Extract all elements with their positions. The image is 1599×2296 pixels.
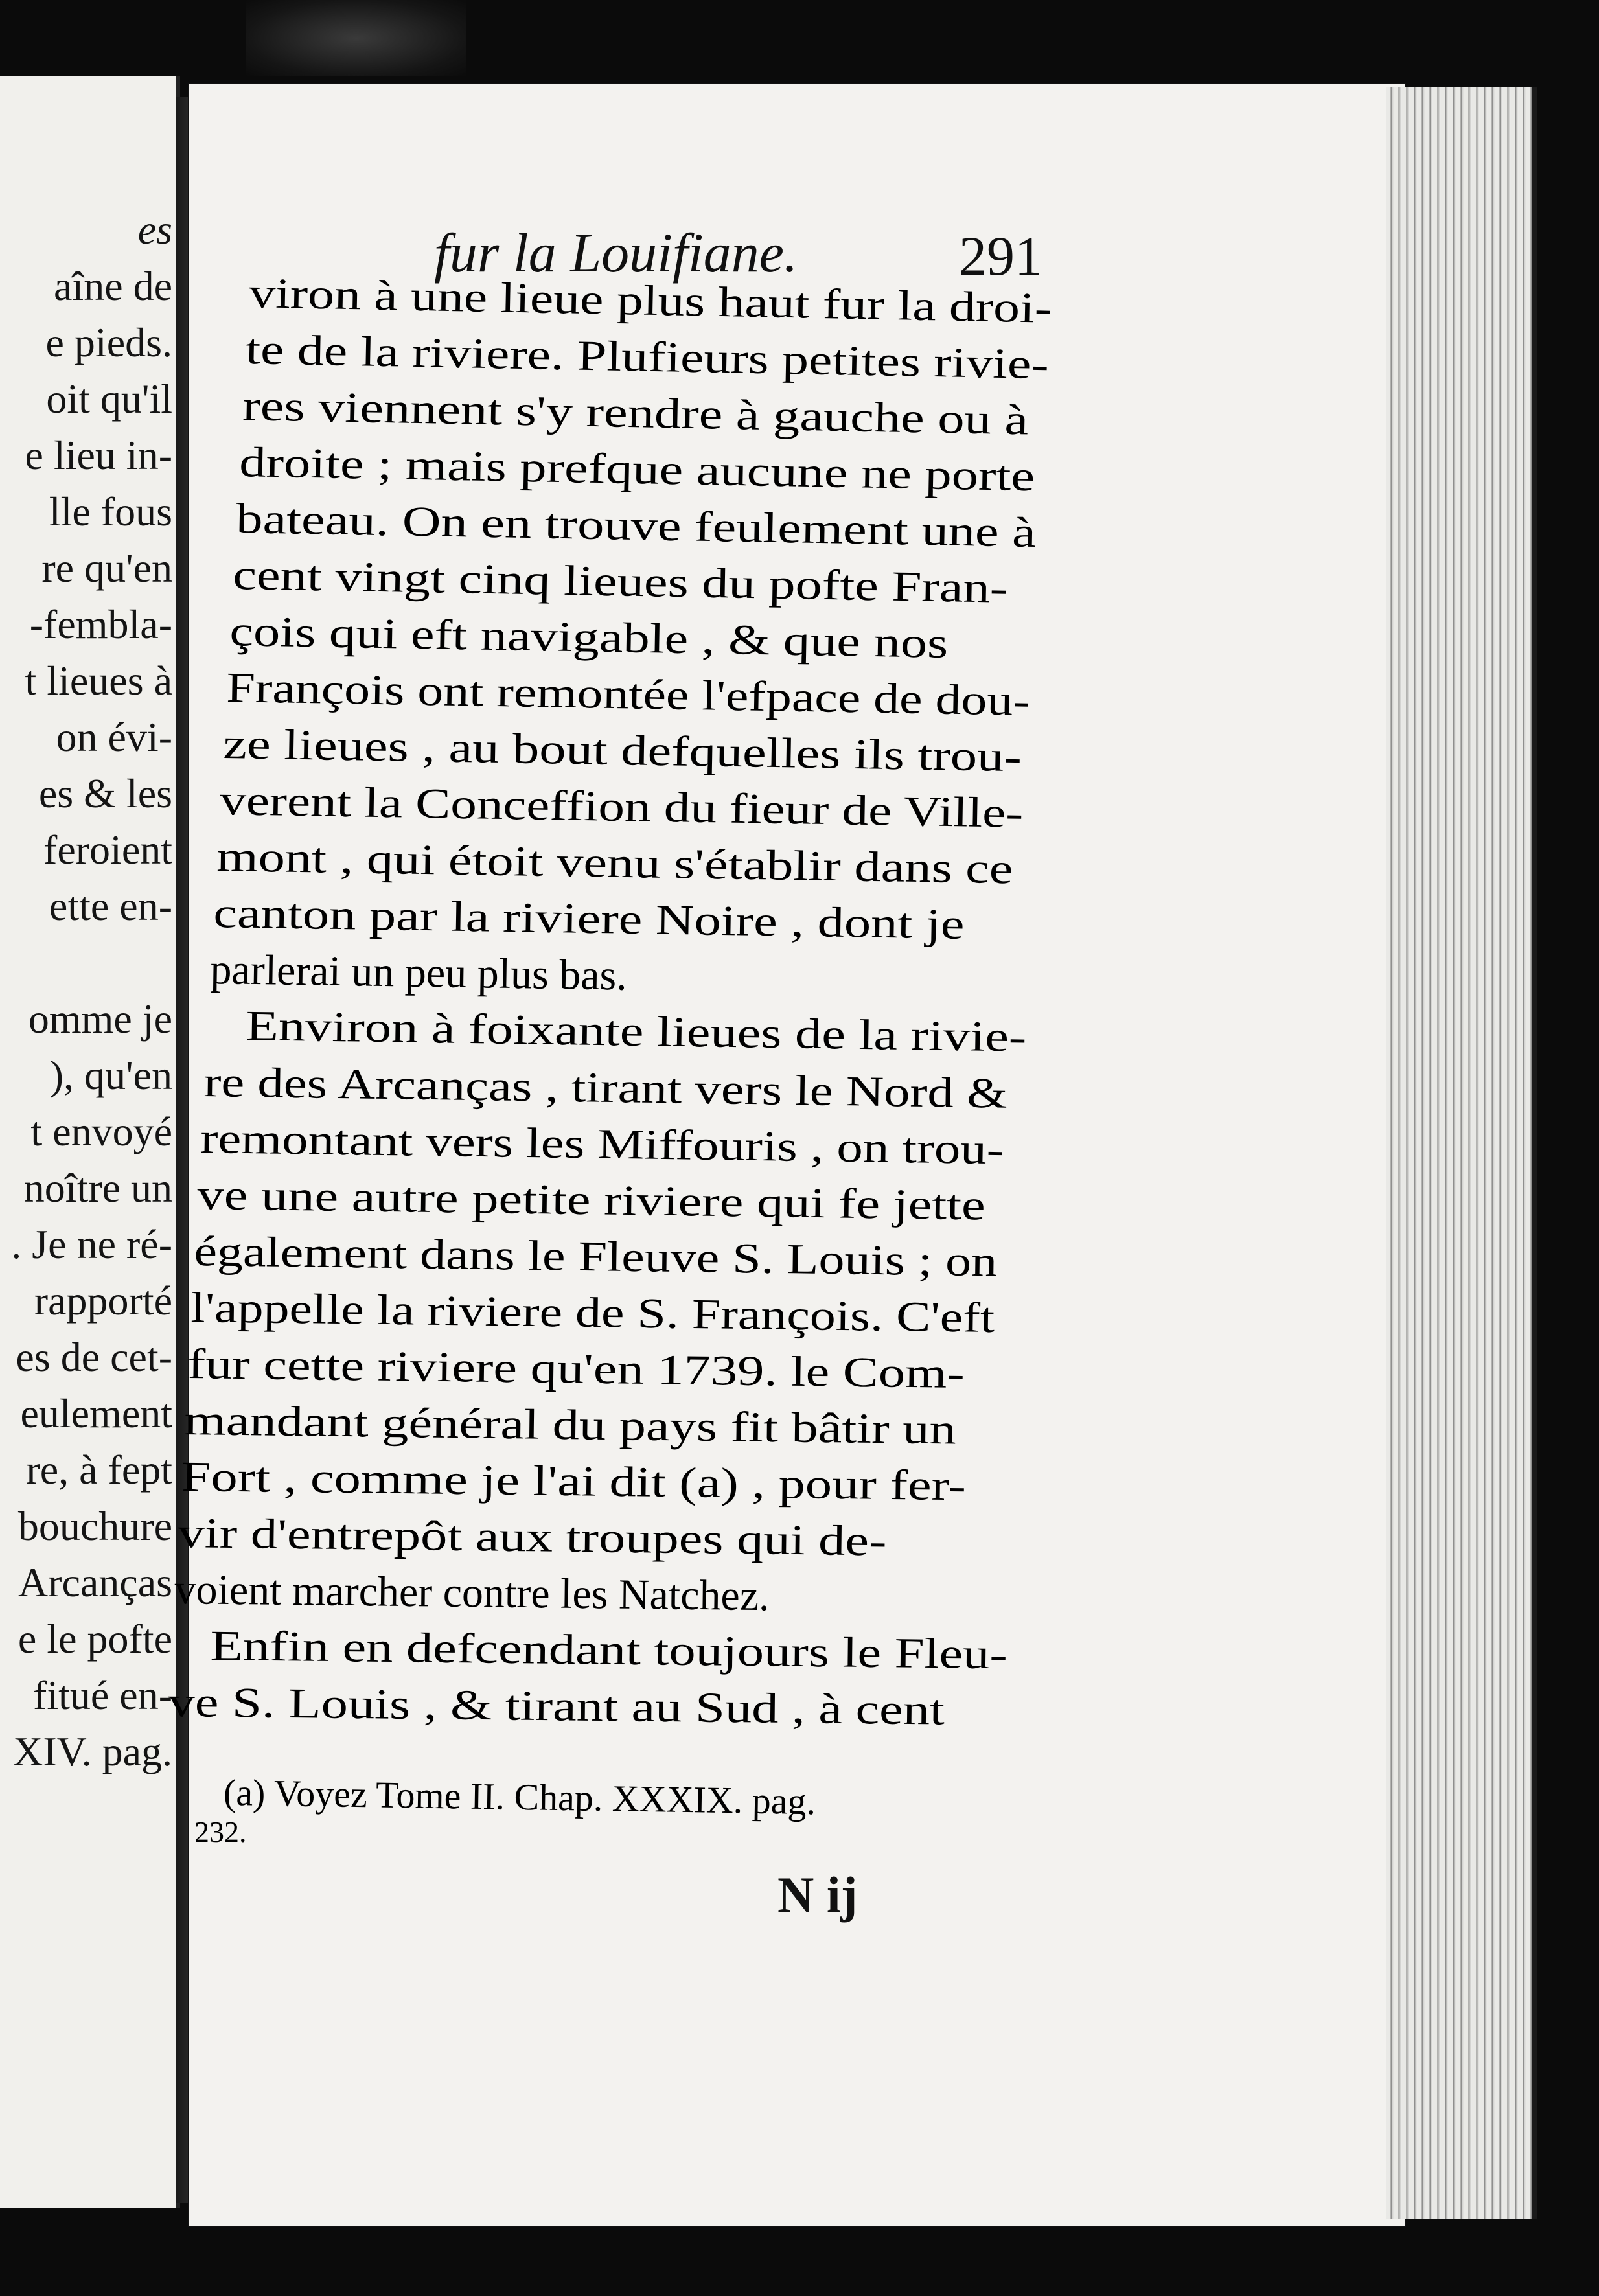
text-line: François ont remontée l'efpace de dou- <box>225 664 1031 725</box>
text-line: ve S. Louis , & tirant au Sud , à cent <box>168 1679 945 1734</box>
left-page-fragment: -fembla- <box>29 601 172 647</box>
text-line: l'appelle la riviere de S. François. C'eft <box>190 1284 995 1342</box>
left-page-fragment: rapporté <box>34 1278 172 1324</box>
left-page-fragment: feroient <box>43 827 172 873</box>
page-number: 291 <box>959 225 1042 287</box>
left-page-fragment: es <box>137 207 172 253</box>
left-page-fragment: XIV. pag. <box>13 1728 172 1774</box>
signature-mark: N ij <box>777 1866 858 1923</box>
left-page-fragment: lle fous <box>49 488 172 534</box>
text-line: bateau. On en trouve feulement une à <box>235 495 1037 557</box>
text-line: res viennent s'y rendre à gauche ou à <box>242 382 1029 444</box>
text-line: vir d'entrepôt aux troupes qui de- <box>178 1510 887 1565</box>
left-page-fragment: omme je <box>28 996 172 1042</box>
left-page-fragment: noître un <box>23 1165 172 1211</box>
text-line: cent vingt cinq lieues du pofte Fran- <box>232 551 1008 612</box>
running-head: fur la Louifiane. <box>434 222 798 284</box>
text-line: canton par la riviere Noire , dont je <box>213 890 965 948</box>
left-page-fragment: Arcanças <box>17 1559 172 1605</box>
page-edges <box>1386 87 1537 2219</box>
left-page-fragment: re, à fept <box>26 1447 172 1493</box>
left-page-fragment: eulement <box>20 1390 172 1436</box>
left-page-fragment: es de cet- <box>16 1334 172 1380</box>
left-page-fragment: aîne de <box>54 263 172 309</box>
text-line: re des Arcanças , tirant vers le Nord & <box>203 1059 1008 1118</box>
left-page-fragment: re qu'en <box>41 545 172 591</box>
left-page-fragment: . Je ne ré- <box>11 1221 172 1267</box>
text-line: remontant vers les Miffouris , on trou- <box>200 1115 1005 1174</box>
left-page <box>0 76 180 2208</box>
left-page-fragment: t envoyé <box>30 1108 172 1154</box>
text-line: viron à une lieue plus haut fur la droi- <box>248 270 1053 332</box>
text-line: droite ; mais prefque aucune ne porte <box>238 439 1035 501</box>
text-line: mandant général du pays fit bâtir un <box>184 1397 957 1454</box>
left-page-fragment: t lieues à <box>25 658 172 704</box>
left-page-fragment: e pieds. <box>45 319 172 365</box>
text-line: ve une autre petite riviere qui fe jette <box>197 1171 986 1230</box>
text-line: Fort , comme je l'ai dit (a) , pour fer- <box>181 1453 967 1510</box>
footnote-line-1: (a) Voyez Tome II. Chap. XXXIX. pag. <box>223 1771 816 1823</box>
left-page-fragment: es & les <box>38 770 172 816</box>
text-line: Environ à foixante lieues de la rivie- <box>245 1002 1027 1061</box>
text-line: également dans le Fleuve S. Louis ; on <box>194 1228 998 1286</box>
text-line: çois qui eft navigable , & que nos <box>229 608 949 667</box>
text-line: voient marcher contre les Natchez. <box>174 1566 770 1620</box>
text-line: fur cette riviere qu'en 1739. le Com- <box>187 1340 965 1398</box>
left-page-fragment: ette en- <box>49 883 172 929</box>
left-page-fragment: e lieu in- <box>25 432 172 478</box>
text-line: Enfin en defcendant toujours le Fleu- <box>210 1622 1008 1679</box>
left-page-fragment: on évi- <box>56 714 172 760</box>
left-page-fragment: bouchure <box>17 1503 172 1549</box>
thumb-shadow <box>246 0 466 76</box>
text-line: ze lieues , au bout defquelles ils trou- <box>222 720 1022 781</box>
left-page-fragment: fitué en- <box>33 1672 172 1718</box>
text-line: verent la Conceffion du fieur de Ville- <box>219 777 1024 837</box>
left-page-fragment: ), qu'en <box>49 1052 172 1098</box>
text-line: te de la riviere. Plufieurs petites rivie- <box>245 326 1050 389</box>
left-page-fragment: oit qu'il <box>46 376 172 422</box>
text-line: parlerai un peu plus bas. <box>209 946 628 1000</box>
footnote-line-2: 232. <box>194 1815 247 1848</box>
text-line: mont , qui étoit venu s'établir dans ce <box>216 833 1014 893</box>
left-page-fragment: e le pofte <box>17 1616 172 1662</box>
